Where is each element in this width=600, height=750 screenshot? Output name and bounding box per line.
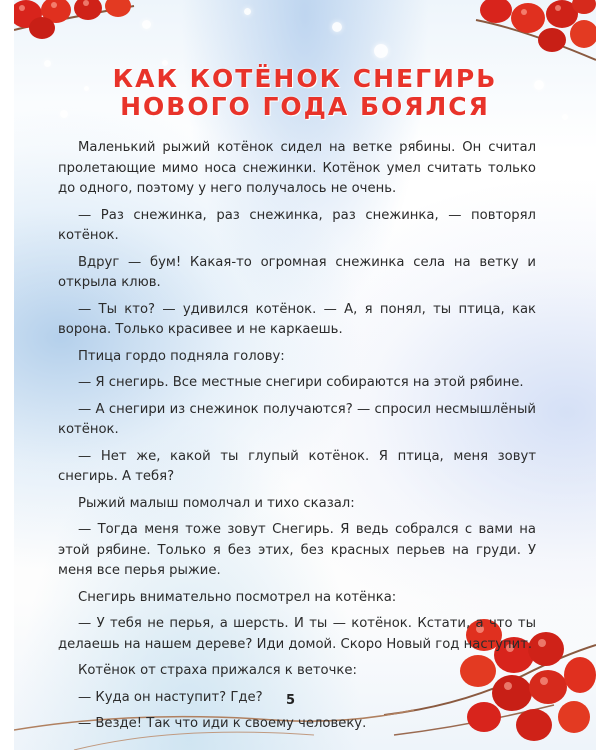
snowflake-decoration — [374, 44, 388, 58]
paragraph: — А снегири из снежинок получаются? — спросил несмышлёный котёнок. — [58, 401, 536, 437]
paragraph: — Ты кто? — удивился котёнок. — А, я понял, ты птица, как ворона. Только красивее и не каркаешь. — [58, 301, 536, 337]
story-text — [58, 138, 536, 741]
story-title-line-2: НОВОГО ГОДА БОЯЛСЯ — [120, 92, 490, 121]
paragraph: — Тогда меня тоже зовут Снегирь. Я ведь собрался с вами на этой рябине. Только я без этих, без красных перьев на груди. У меня все перья рыжие. — [58, 522, 536, 578]
paragraph: — Нет же, какой ты глупый котёнок. Я птица, меня зовут снегирь. А тебя? — [58, 448, 536, 484]
paragraph: Птица гордо подняла голову: — [78, 348, 285, 364]
paragraph: Рыжий малыш помолчал и тихо сказал: — [78, 495, 355, 511]
book-page — [14, 0, 596, 750]
paragraph: Вдруг — бум! Какая-то огромная снежинка села на ветку и открыла клюв. — [58, 254, 536, 290]
paragraph: — Куда он наступит? Где? — [78, 689, 263, 705]
paragraph: — Раз снежинка, раз снежинка, раз снежинка, — повторял котёнок. — [58, 207, 536, 243]
paragraph: Котёнок от страха прижался к веточке: — [78, 663, 357, 678]
page-number: 5 — [286, 693, 296, 708]
paragraph: — У тебя не перья, а шерсть. И ты — котёнок. Кстати, а что ты делаешь на нашем дереве? Иди домой. Скоро Новый год наступит. — [58, 616, 536, 652]
paragraph: Маленький рыжий котёнок сидел на ветке рябины. Он считал пролетающие мимо носа снежинки. Котёнок умел считать только до одного, поэтому у него получалось не очень. — [58, 140, 536, 196]
snowflake-decoration — [244, 8, 251, 15]
paragraph: — Везде! Так что иди к своему человеку. — [78, 716, 367, 731]
paragraph: — Я снегирь. Все местные снегири собираются на этой рябине. — [78, 375, 524, 390]
paragraph: Снегирь внимательно посмотрел на котёнка: — [78, 589, 397, 605]
snowflake-decoration — [332, 22, 342, 32]
story-title-line-1: КАК КОТЁНОК СНЕГИРЬ — [112, 64, 498, 93]
rowan-berries-top-right — [466, 0, 596, 62]
rowan-berries-top-left — [14, 0, 144, 50]
